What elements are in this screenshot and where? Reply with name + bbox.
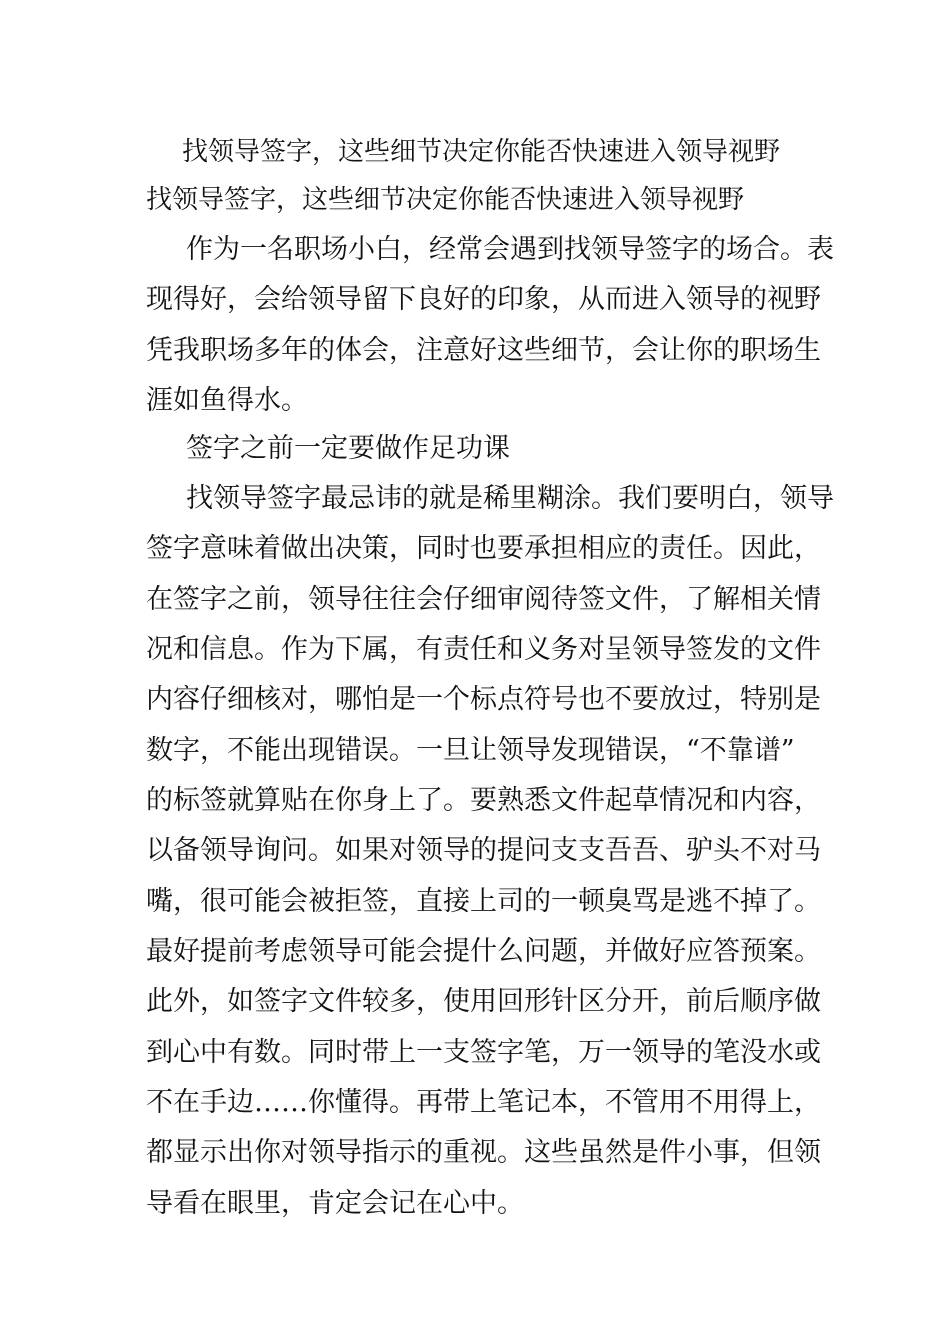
intro-line: 涯如鱼得水。	[146, 385, 308, 416]
body-line: 在签字之前，领导往往会仔细审阅待签文件，了解相关情	[146, 584, 821, 615]
body-line: 的标签就算贴在你身上了。要熟悉文件起草情况和内容，	[146, 785, 821, 816]
body-line: 签字意味着做出决策，同时也要承担相应的责任。因此，	[146, 533, 821, 564]
intro-line: 作为一名职场小白，经常会遇到找领导签字的场合。表	[186, 234, 834, 265]
body-line: 以备领导询问。如果对领导的提问支支吾吾、驴头不对马	[146, 835, 821, 866]
intro-line: 凭我职场多年的体会，注意好这些细节，会让你的职场生	[146, 335, 821, 366]
body-line: 导看在眼里，肯定会记在心中。	[146, 1188, 524, 1219]
body-line: 此外，如签字文件较多，使用回形针区分开，前后顺序做	[146, 986, 821, 1017]
body-line: 都显示出你对领导指示的重视。这些虽然是件小事，但领	[146, 1137, 821, 1168]
body-line: 数字，不能出现错误。一旦让领导发现错误，“不靠谱”	[146, 735, 795, 766]
body-line: 内容仔细核对，哪怕是一个标点符号也不要放过，特别是	[146, 684, 821, 715]
body-line: 最好提前考虑领导可能会提什么问题，并做好应答预案。	[146, 936, 821, 967]
document-title-2: 找领导签字，这些细节决定你能否快速进入领导视野	[146, 185, 745, 215]
body-line: 嘴，很可能会被拒签，直接上司的一顿臭骂是逃不掉了。	[146, 886, 821, 917]
body-line: 不在手边……你懂得。再带上笔记本，不管用不用得上，	[146, 1087, 821, 1118]
body-line: 到心中有数。同时带上一支签字笔，万一领导的笔没水或	[146, 1037, 821, 1068]
body-line: 找领导签字最忌讳的就是稀里糊涂。我们要明白，领导	[186, 483, 834, 514]
document-title-1: 找领导签字，这些细节决定你能否快速进入领导视野	[182, 137, 781, 167]
intro-line: 现得好，会给领导留下良好的印象，从而进入领导的视野	[146, 284, 821, 315]
body-line: 况和信息。作为下属，有责任和义务对呈领导签发的文件	[146, 634, 821, 665]
section-heading: 签字之前一定要做作足功课	[186, 433, 510, 464]
